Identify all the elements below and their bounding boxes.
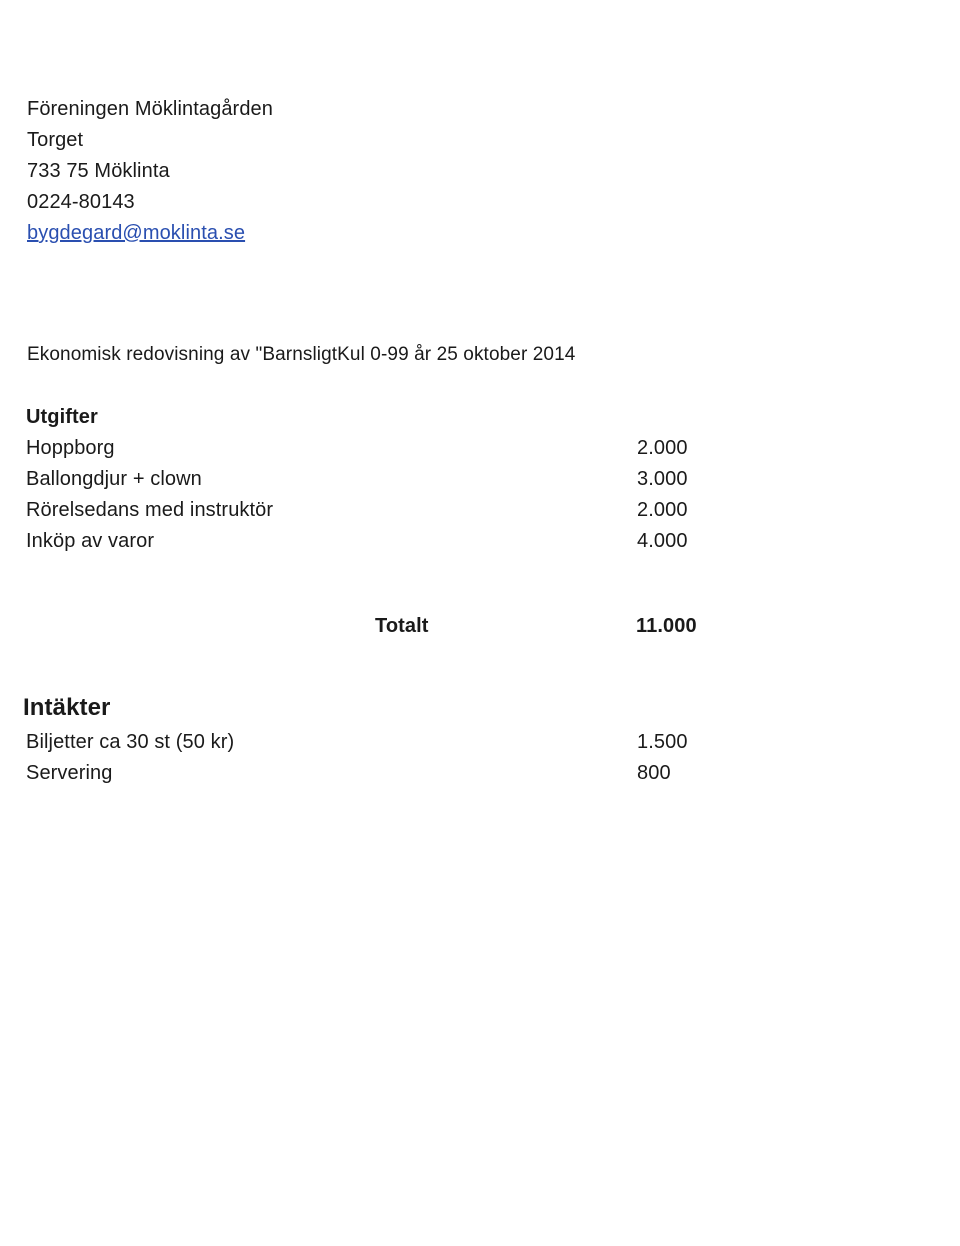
email-link[interactable]: bygdegard@moklinta.se: [27, 222, 246, 244]
income-heading: Intäkter: [23, 694, 111, 721]
expense-label: Inköp av varor: [26, 530, 155, 552]
organization-name: Föreningen Möklintagården: [27, 98, 273, 120]
expense-label: Ballongdjur + clown: [26, 468, 202, 490]
expenses-heading: Utgifter: [26, 406, 98, 428]
expense-label: Rörelsedans med instruktör: [26, 499, 274, 521]
street-address: Torget: [27, 129, 84, 151]
report-title: Ekonomisk redovisning av "BarnsligtKul 0-99 år 25 oktober 2014: [27, 344, 576, 365]
income-amount: 800: [637, 762, 671, 784]
total-amount: 11.000: [636, 615, 697, 637]
phone-number: 0224-80143: [27, 191, 135, 213]
income-amount: 1.500: [637, 731, 688, 753]
income-label: Biljetter ca 30 st (50 kr): [26, 731, 235, 753]
expense-amount: 2.000: [637, 437, 688, 459]
income-label: Servering: [26, 762, 113, 784]
expense-label: Hoppborg: [26, 437, 115, 459]
expense-amount: 4.000: [637, 530, 688, 552]
postal-address: 733 75 Möklinta: [27, 160, 170, 182]
expense-amount: 3.000: [637, 468, 688, 490]
expense-amount: 2.000: [637, 499, 688, 521]
total-label: Totalt: [375, 615, 429, 637]
